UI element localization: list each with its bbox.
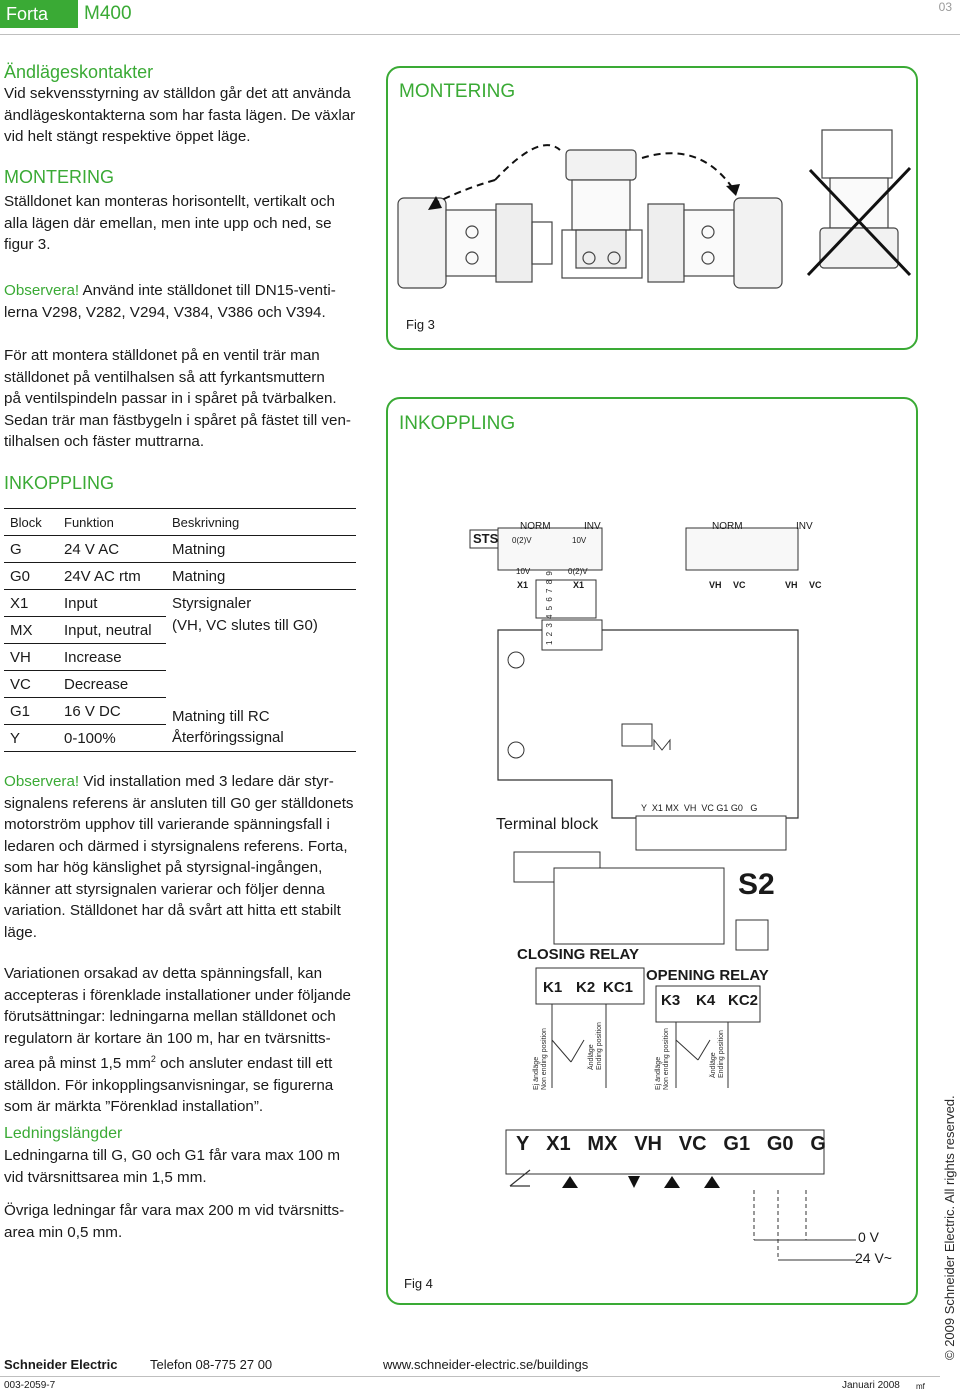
table-cell: (VH, VC slutes till G0)	[172, 616, 318, 634]
relay-position-label: Ej ändläge	[655, 1056, 662, 1090]
relay-position-label: Ändläge	[588, 1044, 595, 1070]
brand-logo	[0, 0, 78, 28]
terminal-labels: Y X1 MX VH VC G1 G0 G	[641, 803, 758, 813]
text-line: känner att styrsignalen varierar och följer denna	[4, 880, 325, 898]
table-cell: G1	[4, 698, 58, 725]
terminal-table	[4, 508, 356, 752]
table-cell: Matning	[166, 536, 356, 563]
table-cell: G	[4, 536, 58, 563]
text-line	[4, 1049, 374, 1075]
table-row	[4, 725, 356, 752]
table-cell: Input, neutral	[58, 617, 166, 644]
table-cell: Matning till RC	[172, 707, 270, 725]
text-line: ställdon. För inkopplingsanvisningar, se figurerna	[4, 1076, 334, 1094]
vc-label: VC	[809, 580, 822, 590]
text-line: vid tvärsnittsarea min 1,5 mm.	[4, 1168, 207, 1186]
text-line: vid helt stängt respektive öppet läge.	[4, 128, 251, 145]
relay-position-label: Ändläge	[710, 1052, 717, 1078]
text-line: alla lägen där emellan, men inte upp och ned, se	[4, 214, 332, 232]
text-line: motorström upphov till varierande spänningsfall i	[4, 816, 330, 833]
table-cell: 24 V AC	[58, 536, 166, 563]
text-line: Ställdonet kan monteras horisontellt, vertikalt och	[4, 193, 335, 210]
table-row	[4, 563, 356, 590]
montering-text	[4, 191, 374, 256]
table-row	[4, 590, 356, 617]
voltage-label: 10V	[572, 536, 587, 545]
text-line: ställdonet på ventilhalsen så att fyrkantsmuttern	[4, 368, 325, 386]
ledning-heading: Ledningslängder	[4, 1125, 123, 1142]
text-line: Övriga ledningar får vara max 200 m vid tvärsnitts-	[4, 1202, 345, 1219]
wiring-diagram	[386, 440, 918, 1300]
copyright: © 2009 Schneider Electric. All rights reserved.	[942, 1095, 957, 1360]
table-cell	[166, 671, 356, 698]
relay-k3: K3	[661, 992, 681, 1009]
vh-label: VH	[709, 580, 722, 590]
terminal-vh: VH	[634, 1133, 662, 1155]
text-line: variation. Ställdonet har då svårt att hitta ett stabilt	[4, 902, 341, 919]
relay-position-label: Ending position	[596, 1022, 603, 1070]
endlage-heading: Ändlägeskontakter	[4, 62, 154, 82]
variation-text	[4, 963, 374, 1118]
text-line: Sedan trär man fästbygeln i spåret på fästet till ven-	[4, 411, 351, 429]
relay-kc2: KC2	[728, 992, 759, 1009]
text-fragment: area på minst 1,5 mm	[4, 1055, 151, 1073]
footer-doc-number: 003-2059-7	[4, 1380, 56, 1391]
terminal-g1: G1	[723, 1133, 751, 1155]
relay-position-label: Non ending position	[663, 1028, 670, 1090]
table-cell: Increase	[58, 644, 166, 671]
terminal-x1: X1	[546, 1133, 571, 1155]
footer-divider	[0, 1376, 940, 1377]
table-cell: 0-100%	[58, 725, 166, 752]
footer-author: mf	[916, 1382, 925, 1391]
relay-k1: K1	[543, 979, 563, 996]
fig3-caption: Fig 3	[406, 317, 435, 332]
table-cell	[166, 644, 356, 671]
relay-kc1: KC1	[603, 979, 634, 996]
relay-position-label: Non ending position	[541, 1028, 548, 1090]
table-cell: Återföringssignal	[166, 725, 356, 752]
text-line: förutsättningar: ledningarna mellan ställdonet och	[4, 1008, 336, 1025]
table-header-row	[4, 509, 356, 536]
inkoppling-heading: INKOPPLING	[4, 473, 115, 493]
table-cell: Input	[58, 590, 166, 617]
text-line: som har hög känslighet på styrsignal-ingången,	[4, 859, 323, 876]
montering-heading: MONTERING	[4, 167, 114, 187]
relay-k2: K2	[576, 979, 596, 996]
text-fragment: och ansluter endast till ett	[155, 1055, 333, 1073]
text-line: För att montera ställdonet på en ventil trär man	[4, 347, 320, 364]
table-cell: Styrsignaler	[166, 590, 356, 617]
table-row	[4, 617, 356, 644]
terminal-g0: G0	[766, 1133, 794, 1155]
text-line: figur 3.	[4, 236, 51, 253]
endlage-text	[4, 83, 374, 148]
zero-volt-label: 0 V	[858, 1229, 880, 1245]
mounting-diagram	[390, 110, 914, 300]
brand-name: Forta	[6, 4, 49, 24]
text-line: Vid installation med 3 ledare där styr-	[83, 773, 334, 790]
table-header: Beskrivning	[166, 509, 356, 536]
table-row	[4, 671, 356, 698]
header-divider	[0, 34, 960, 35]
table-row	[4, 536, 356, 563]
relay-position-label: Ending position	[718, 1030, 725, 1078]
footer-phone: Telefon 08-775 27 00	[150, 1357, 273, 1372]
text-line: area min 0,5 mm.	[4, 1223, 123, 1241]
x1-label: X1	[517, 580, 529, 590]
norm-label: NORM	[520, 521, 551, 532]
text-line: Ledningarna till G, G0 och G1 får vara max 100 m	[4, 1147, 340, 1164]
mount-instructions	[4, 345, 374, 453]
table-cell: 24V AC rtm	[58, 563, 166, 590]
vc-label: VC	[733, 580, 746, 590]
table-cell: 16 V DC	[58, 698, 166, 725]
table-cell: Matning	[166, 563, 356, 590]
text-line: ändlägeskontakterna som har fasta lägen. De växlar	[4, 106, 356, 124]
x1-label: X1	[573, 580, 585, 590]
table-cell: Decrease	[58, 671, 166, 698]
vh-label: VH	[785, 580, 798, 590]
ledning-text	[4, 1145, 374, 1188]
inv-label: INV	[584, 521, 601, 532]
table-row	[4, 698, 356, 725]
s2-label: S2	[738, 868, 775, 901]
text-line: tilhalsen och fäster muttrarna.	[4, 433, 205, 450]
terminal-row	[516, 1133, 826, 1156]
closing-relay-label: CLOSING RELAY	[517, 946, 639, 963]
relay-k4: K4	[696, 992, 716, 1009]
text-line: som är märkta ”Förenklad installation”.	[4, 1098, 264, 1116]
text-line: Vid sekvensstyrning av ställdon går det att använda	[4, 85, 351, 102]
opening-relay-label: OPENING RELAY	[646, 967, 769, 984]
observera-label: Observera!	[4, 773, 80, 790]
table-cell: X1	[4, 590, 58, 617]
text-line: regulatorn är kortare än 100 m, har en tvärsnitts-	[4, 1029, 331, 1047]
norm-label: NORM	[712, 521, 743, 532]
text-line: signalens referens är ansluten till G0 ger ställdonets	[4, 794, 354, 812]
page-number: 03	[938, 0, 952, 14]
model-name: M400	[84, 3, 132, 24]
fig3-title: MONTERING	[399, 81, 516, 102]
footer-url[interactable]: www.schneider-electric.se/buildings	[383, 1357, 589, 1372]
text-line: accepteras i förenklade installationer under följande	[4, 986, 351, 1004]
table-cell: Y	[4, 725, 58, 752]
observera-note-2	[4, 771, 374, 943]
table-cell: G0	[4, 563, 58, 590]
text-line: läge.	[4, 923, 37, 941]
terminal-mx: MX	[587, 1133, 618, 1155]
ac24-label: 24 V~	[855, 1250, 892, 1266]
voltage-label: 10V	[516, 567, 531, 576]
text-line: Använd inte ställdonet till DN15-venti-	[82, 282, 336, 299]
observera-label: Observera!	[4, 282, 80, 299]
pin-numbers: 1 2 3 4 5 6 7 8 9	[545, 570, 554, 645]
relay-position-label: Ej ändläge	[533, 1056, 540, 1090]
terminal-g: G	[810, 1133, 826, 1155]
inv-label: INV	[796, 521, 813, 532]
observera-note-1	[4, 280, 374, 323]
footer-company: Schneider Electric	[4, 1357, 118, 1372]
table-cell: MX	[4, 617, 58, 644]
fig4-title: INKOPPLING	[399, 413, 516, 434]
terminal-vc: VC	[678, 1133, 707, 1155]
text-line: lerna V298, V282, V294, V384, V386 och V394.	[4, 303, 326, 321]
text-line: på ventilspindeln passar in i spåret på tvärbalken.	[4, 390, 337, 407]
sts-label: STS	[473, 531, 499, 546]
superscript: 2	[150, 1054, 156, 1064]
terminal-block-label: Terminal block	[496, 816, 599, 833]
terminal-y: Y	[516, 1133, 530, 1155]
fig4-caption: Fig 4	[404, 1276, 433, 1291]
voltage-label: 0(2)V	[568, 567, 588, 576]
table-cell: VH	[4, 644, 58, 671]
table-cell: VC	[4, 671, 58, 698]
table-header: Block	[4, 509, 58, 536]
table-header: Funktion	[58, 509, 166, 536]
voltage-label: 0(2)V	[512, 536, 532, 545]
text-line: Variationen orsakad av detta spänningsfall, kan	[4, 965, 323, 982]
text-line: ledaren och därmed i styrsignalens referens. Forta,	[4, 837, 348, 855]
footer-date: Januari 2008	[842, 1380, 900, 1391]
ovriga-text	[4, 1200, 374, 1243]
table-row	[4, 644, 356, 671]
